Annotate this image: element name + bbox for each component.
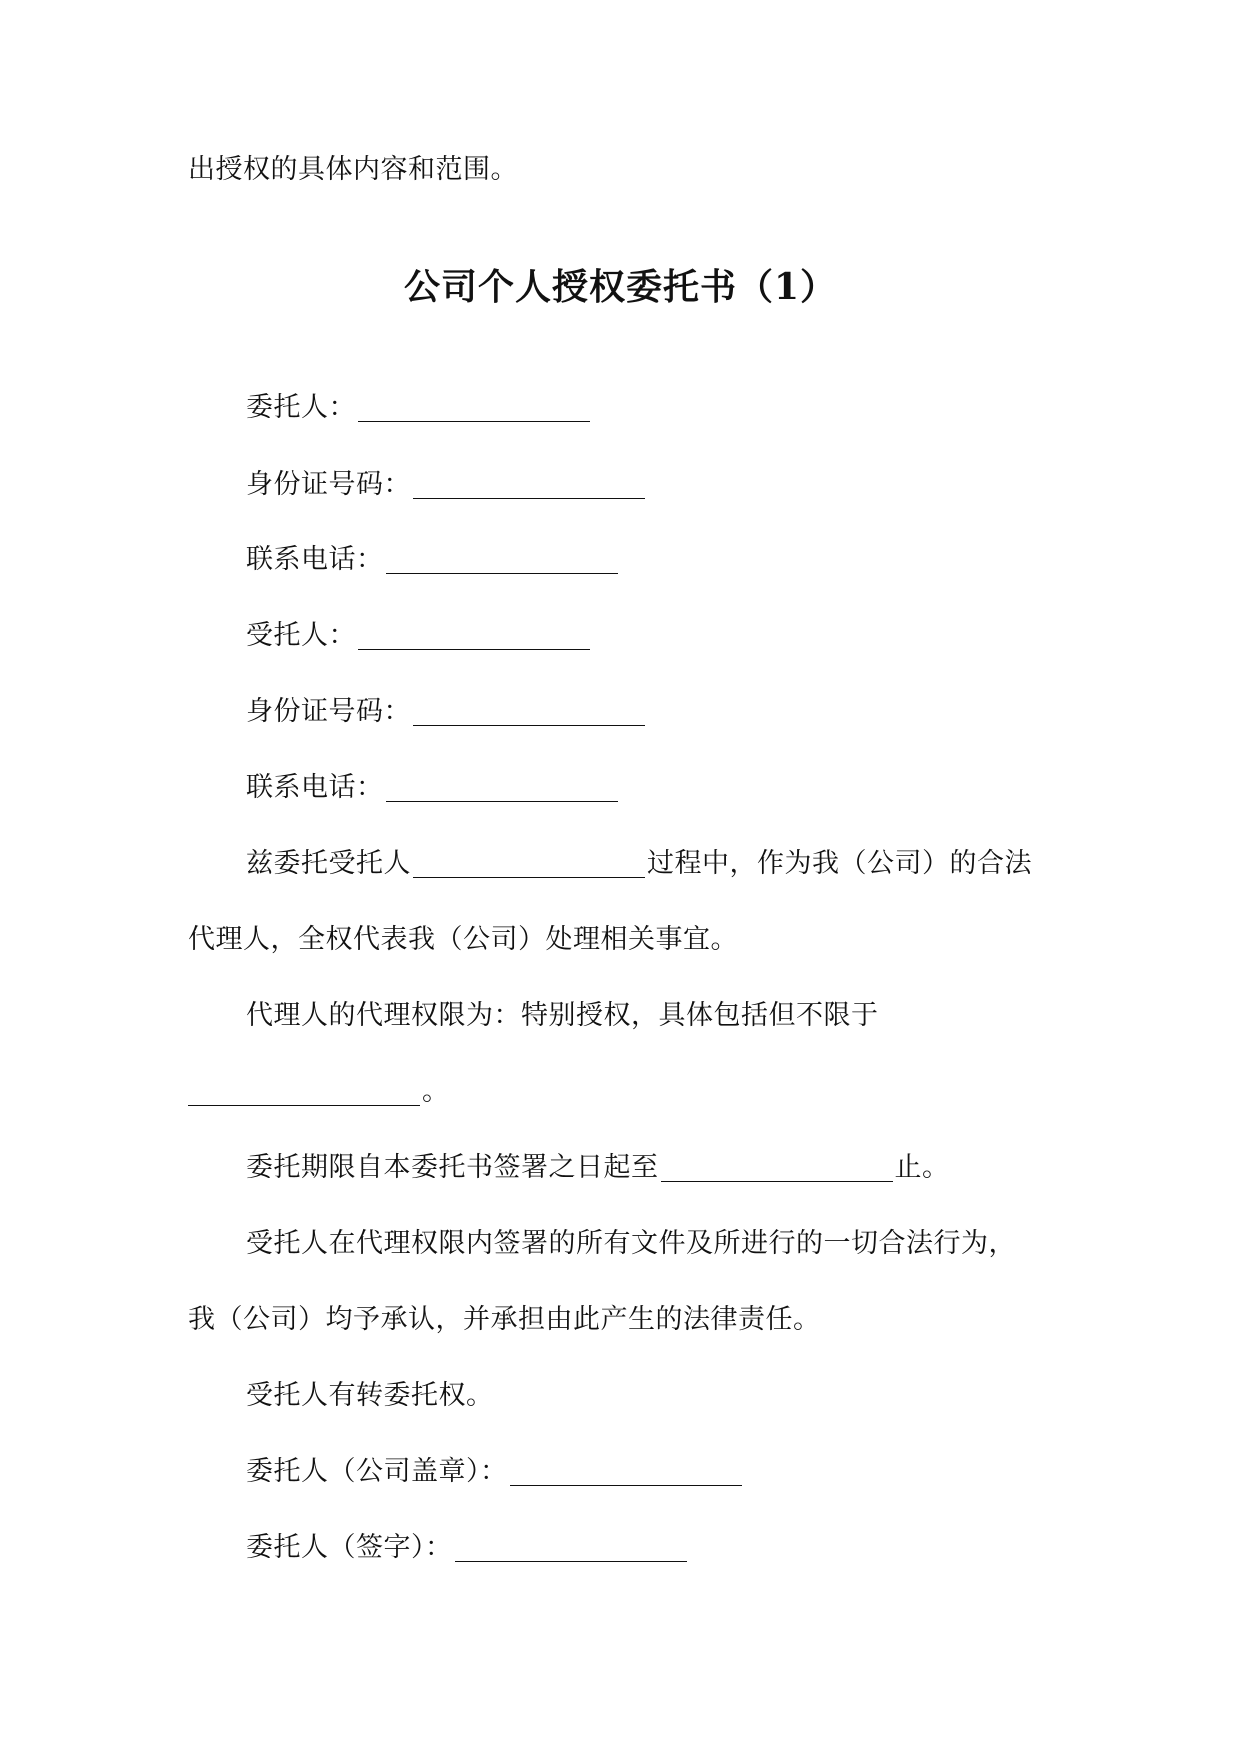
scope-blank[interactable] [188,1077,420,1106]
agent-blank[interactable] [358,621,590,650]
principal-phone-row [246,540,620,580]
document-title: 公司个人授权委托书（1） [403,266,838,308]
agent-id-label: 身份证号码： [246,696,411,727]
principal-id-blank[interactable] [413,470,645,499]
agent-phone-blank[interactable] [386,773,618,802]
agent-phone-row [246,768,620,808]
paragraph-scope-line1: 代理人的代理权限为：特别授权，具体包括但不限于 [246,1000,879,1031]
agent-row [246,616,592,656]
seal-row [246,1452,744,1492]
seal-blank[interactable] [510,1457,742,1486]
principal-row [246,388,592,428]
principal-phone-label: 联系电话： [246,544,384,575]
signature-label: 委托人（签字）： [246,1532,453,1563]
agent-id-row [246,692,647,732]
scope-end: 。 [422,1076,450,1107]
signature-blank[interactable] [455,1533,687,1562]
term-blank[interactable] [661,1153,893,1182]
top-fragment: 出授权的具体内容和范围。 [188,154,518,185]
principal-label: 委托人： [246,392,356,423]
entrust-end: 过程中，作为我（公司）的合法 [647,848,1032,879]
principal-id-row [246,465,647,505]
paragraph-entrust-line2: 代理人，全权代表我（公司）处理相关事宜。 [188,924,738,955]
principal-phone-blank[interactable] [386,545,618,574]
term-start: 委托期限自本委托书签署之日起至 [246,1152,659,1183]
agent-id-blank[interactable] [413,697,645,726]
term-end: 止。 [894,1152,950,1183]
entrust-matter-blank[interactable] [413,849,645,878]
principal-id-label: 身份证号码： [246,469,411,500]
paragraph-scope-line2 [188,1072,450,1112]
agent-phone-label: 联系电话： [246,772,384,803]
paragraph-term [246,1148,950,1188]
seal-label: 委托人（公司盖章）： [246,1456,508,1487]
principal-blank[interactable] [358,393,590,422]
signature-row [246,1528,689,1568]
entrust-start: 兹委托受托人 [246,848,411,879]
paragraph-entrust-line1 [246,844,1032,884]
paragraph-acknowledge-line2: 我（公司）均予承认，并承担由此产生的法律责任。 [188,1304,821,1335]
paragraph-sub-delegation: 受托人有转委托权。 [246,1380,494,1411]
agent-label: 受托人： [246,620,356,651]
paragraph-acknowledge-line1: 受托人在代理权限内签署的所有文件及所进行的一切合法行为， [246,1228,1016,1259]
